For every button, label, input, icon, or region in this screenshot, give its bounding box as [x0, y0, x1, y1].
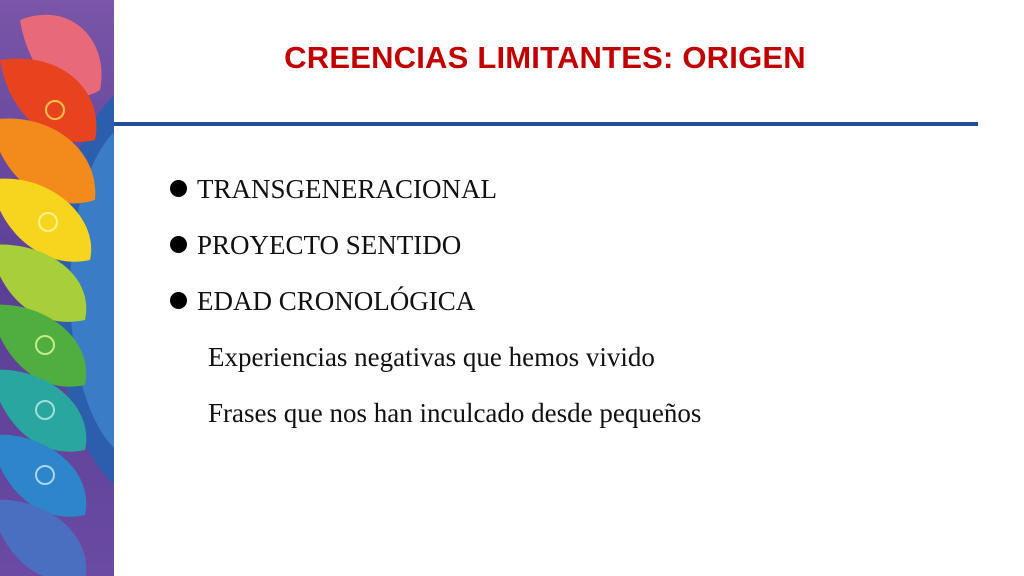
bullet-text: EDAD CRONOLÓGICA	[197, 286, 476, 316]
title-divider	[114, 122, 978, 126]
sub-item: Frases que nos han inculcado desde pequeños	[208, 398, 702, 428]
mandala-painting-icon	[0, 0, 114, 576]
sub-item: Experiencias negativas que hemos vivido	[208, 342, 655, 372]
bullet-item	[170, 228, 461, 262]
bullet-dot-icon	[170, 292, 187, 309]
bullet-text: TRANSGENERACIONAL	[197, 174, 497, 204]
bullet-dot-icon	[170, 180, 187, 197]
bullet-item	[170, 172, 497, 206]
bullet-dot-icon	[170, 236, 187, 253]
slide-title: CREENCIAS LIMITANTES: ORIGEN	[284, 40, 806, 75]
bullet-item	[170, 284, 475, 318]
bullet-text: PROYECTO SENTIDO	[197, 230, 462, 260]
